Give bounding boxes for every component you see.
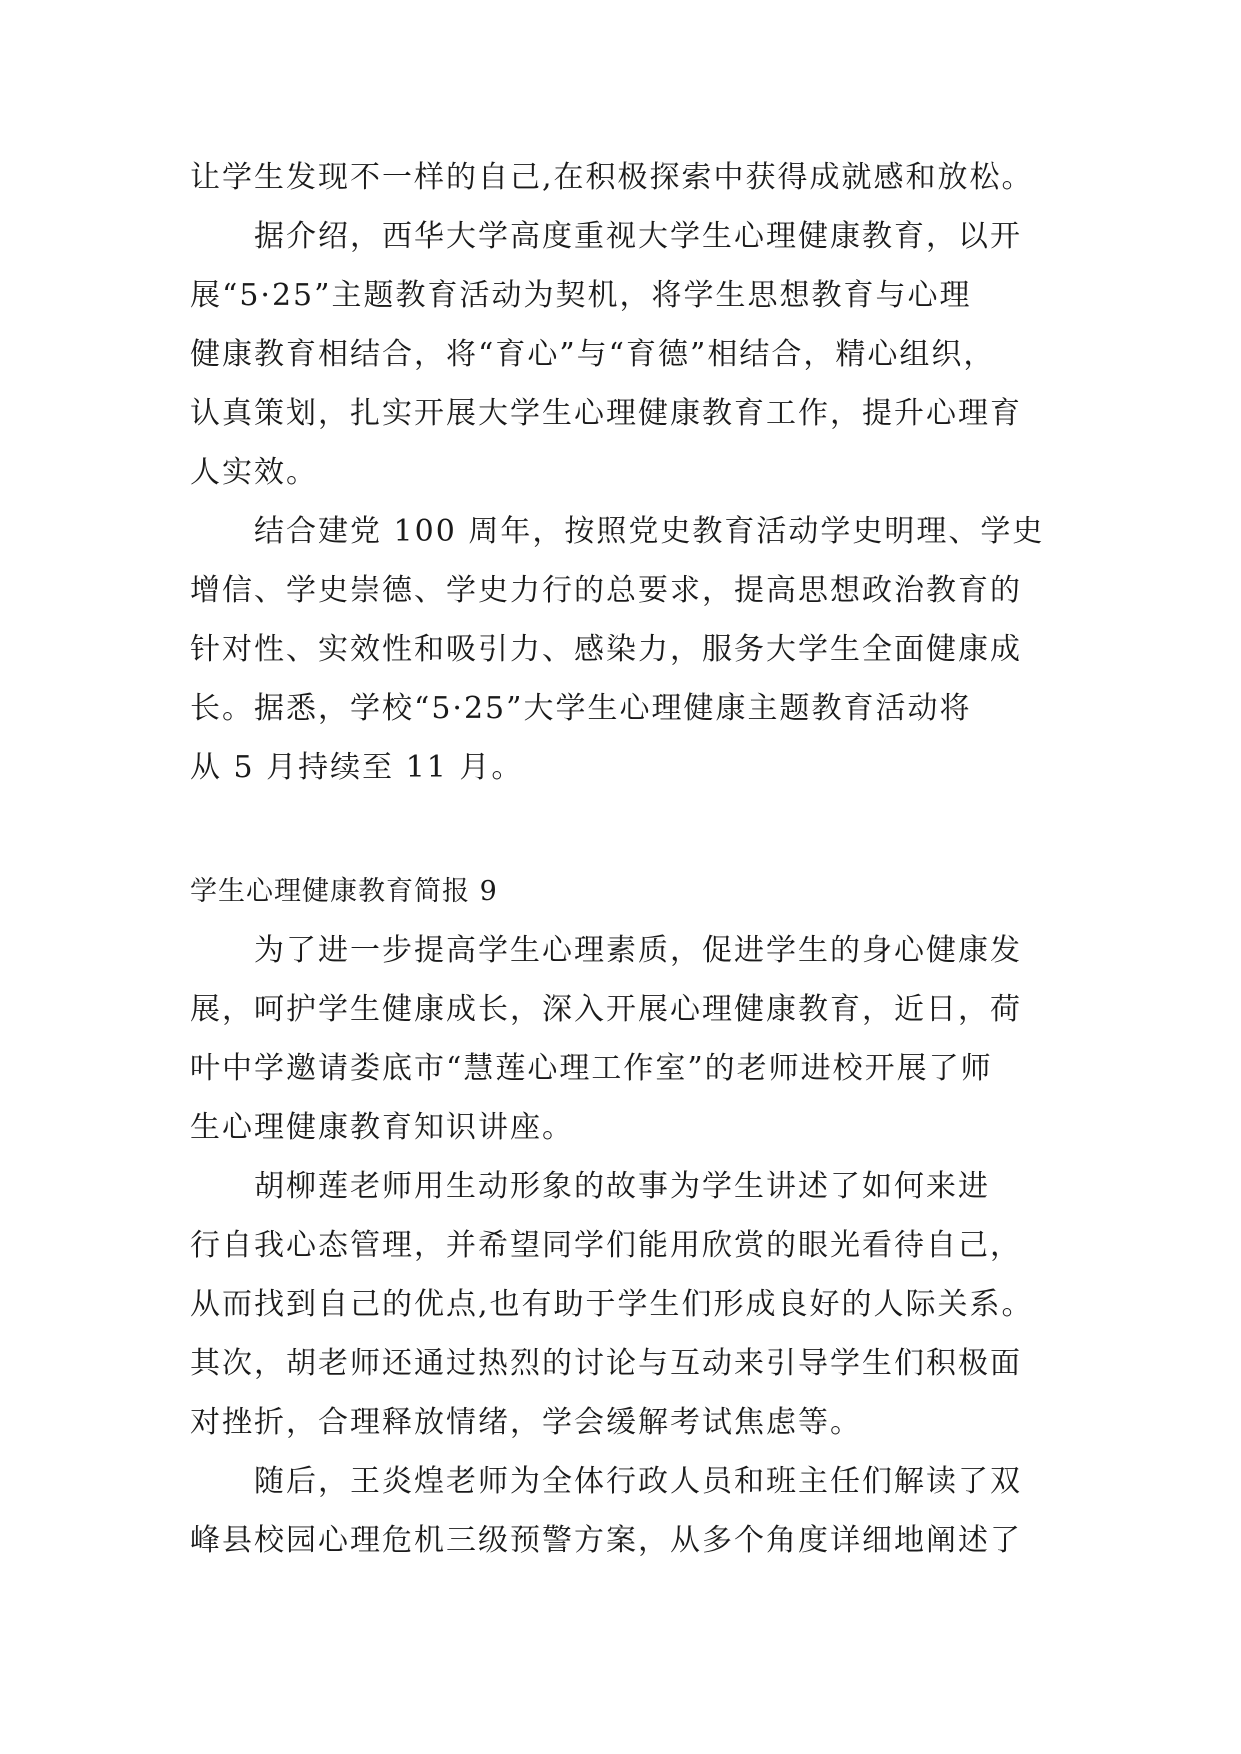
paragraph-party-line: 从 5 月持续至 11 月。 (190, 750, 524, 785)
paragraph-lecture-line: 展，呵护学生健康成长，深入开展心理健康教育，近日，荷 (190, 992, 1022, 1027)
paragraph-lecture-line: 生心理健康教育知识讲座。 (190, 1110, 574, 1145)
paragraph-hu-line: 对挫折，合理释放情绪，学会缓解考试焦虑等。 (190, 1405, 862, 1440)
paragraph-party-line: 结合建党 100 周年，按照党史教育活动学史明理、学史 (254, 514, 1045, 549)
paragraph-wang-line: 随后，王炎煌老师为全体行政人员和班主任们解读了双 (254, 1464, 1022, 1499)
paragraph-hu-line: 胡柳莲老师用生动形象的故事为学生讲述了如何来进 (254, 1169, 990, 1204)
paragraph-hu-line: 其次，胡老师还通过热烈的讨论与互动来引导学生们积极面 (190, 1346, 1022, 1381)
paragraph-hu-line: 行自我心态管理，并希望同学们能用欣赏的眼光看待自己， (190, 1228, 1022, 1263)
paragraph-lecture-line: 叶中学邀请娄底市“慧莲心理工作室”的老师进校开展了师 (190, 1051, 993, 1086)
paragraph-lecture-line: 为了进一步提高学生心理素质，促进学生的身心健康发 (254, 933, 1022, 968)
section-heading: 学生心理健康教育简报 9 (190, 876, 498, 907)
paragraph-intro-line: 展“5·25”主题教育活动为契机，将学生思想教育与心理 (190, 278, 972, 313)
paragraph-intro-line: 据介绍，西华大学高度重视大学生心理健康教育，以开 (254, 219, 1022, 254)
paragraph-intro-line: 人实效。 (190, 455, 318, 490)
paragraph-party-line: 增信、学史崇德、学史力行的总要求，提高思想政治教育的 (190, 573, 1022, 608)
paragraph-party-line: 长。据悉，学校“5·25”大学生心理健康主题教育活动将 (190, 691, 972, 726)
paragraph-intro-line: 健康教育相结合，将“育心”与“育德”相结合，精心组织， (190, 337, 996, 372)
paragraph-intro-line: 认真策划，扎实开展大学生心理健康教育工作，提升心理育 (190, 396, 1022, 431)
paragraph-party-line: 针对性、实效性和吸引力、感染力，服务大学生全面健康成 (190, 632, 1022, 667)
paragraph-hu-line: 从而找到自己的优点,也有助于学生们形成良好的人际关系。 (190, 1287, 1034, 1322)
paragraph-wang-line: 峰县校园心理危机三级预警方案，从多个角度详细地阐述了 (190, 1523, 1022, 1558)
paragraph-tail-line: 让学生发现不一样的自己,在积极探索中获得成就感和放松。 (190, 160, 1034, 195)
